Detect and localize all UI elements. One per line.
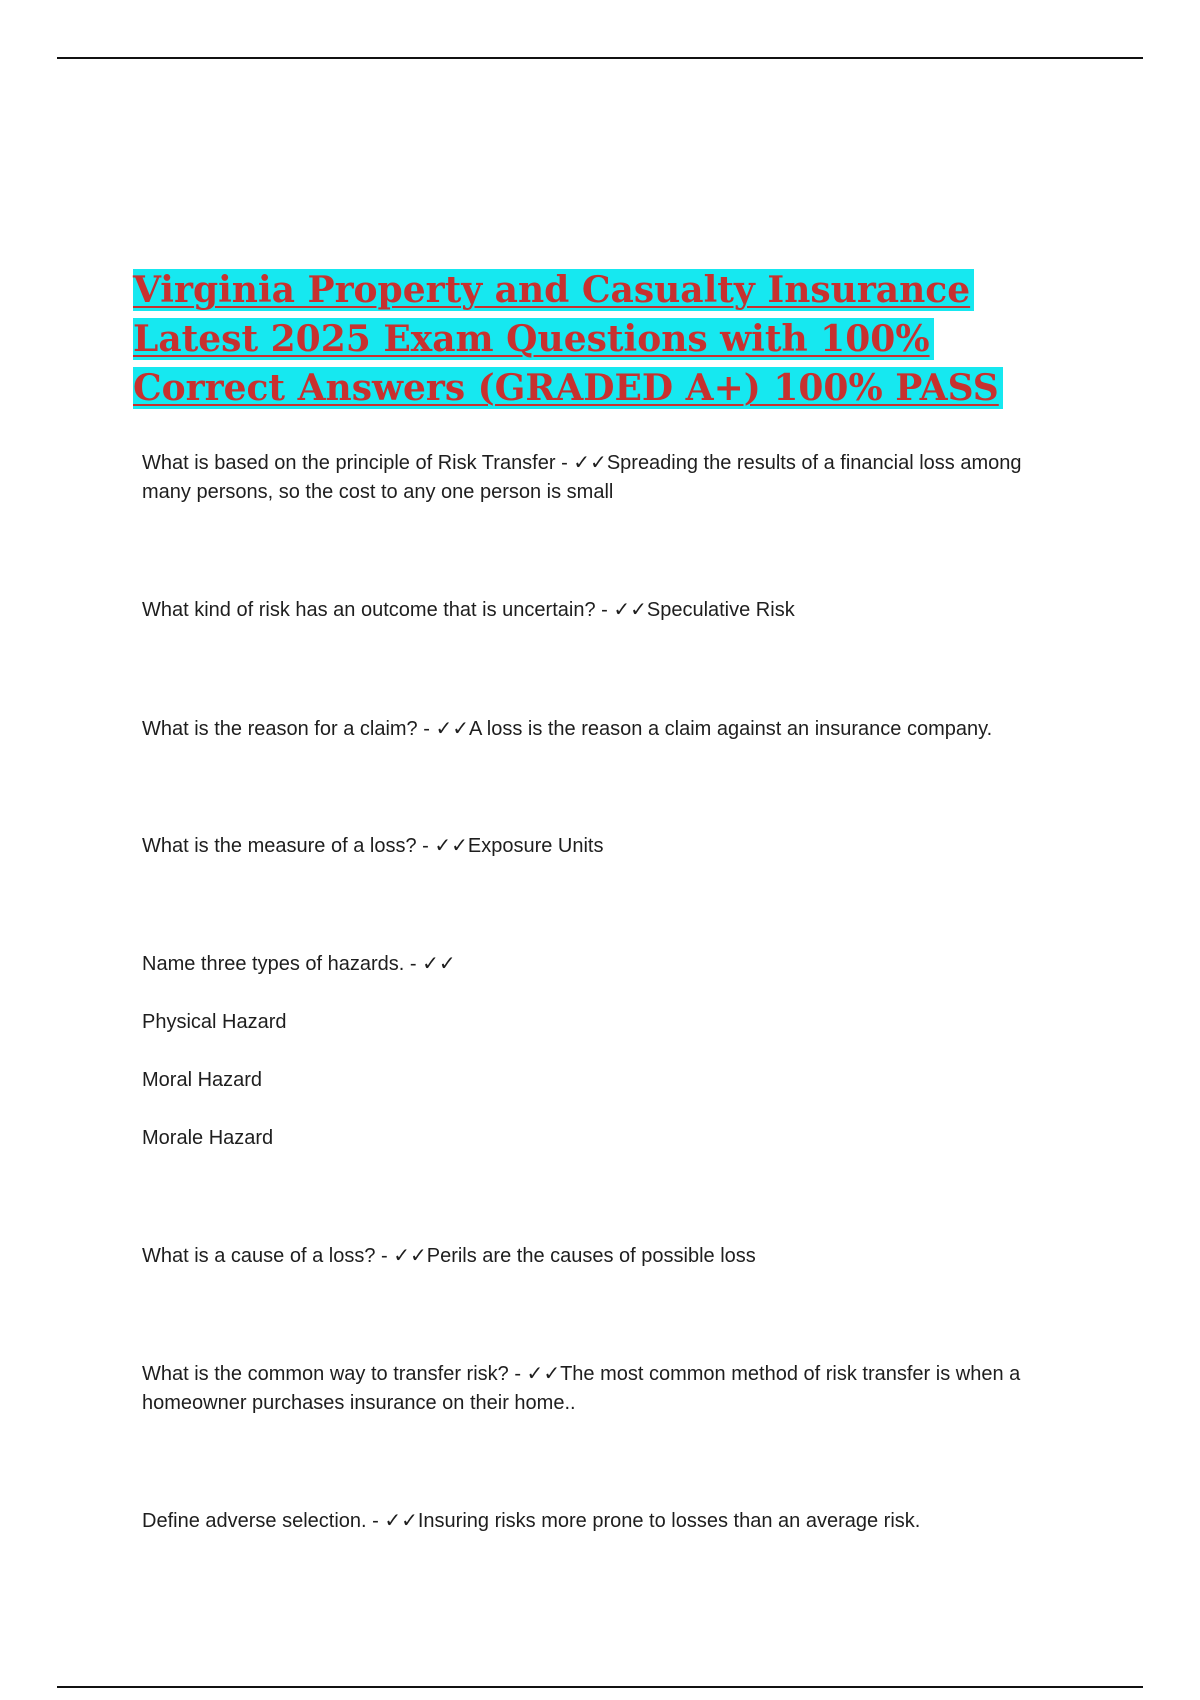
title-line-1: Virginia Property and Casualty Insurance	[133, 269, 974, 311]
qa-cause-of-loss: What is a cause of a loss? - ✓✓Perils are the causes of possible loss	[142, 1245, 756, 1267]
top-rule	[57, 57, 1143, 59]
qa-measure-of-loss: What is the measure of a loss? - ✓✓Exposure Units	[142, 835, 604, 857]
qa-speculative-risk: What kind of risk has an outcome that is uncertain? - ✓✓Speculative Risk	[142, 599, 795, 621]
hazard-item-morale: Morale Hazard	[142, 1127, 274, 1149]
title-line-2: Latest 2025 Exam Questions with 100%	[133, 318, 934, 360]
hazard-item-physical: Physical Hazard	[142, 1011, 287, 1033]
qa-adverse-selection: Define adverse selection. - ✓✓Insuring risks more prone to losses than an average risk.	[142, 1510, 921, 1532]
qa-transfer-risk: What is the common way to transfer risk? - ✓✓The most common method of risk transfer is when a homeowner purchases insurance on their home..	[142, 1363, 1021, 1414]
qa-reason-for-claim: What is the reason for a claim? - ✓✓A loss is the reason a claim against an insurance company.	[142, 718, 993, 740]
qa-types-of-hazards: Name three types of hazards. - ✓✓	[142, 953, 456, 975]
title-line-3: Correct Answers (GRADED A+) 100% PASS	[133, 367, 1003, 409]
document-title	[133, 266, 1003, 413]
bottom-rule	[57, 1686, 1143, 1688]
hazard-item-moral: Moral Hazard	[142, 1069, 263, 1091]
qa-risk-transfer: What is based on the principle of Risk Transfer - ✓✓Spreading the results of a financial loss among many persons, so the cost to any one person is small	[142, 452, 1022, 503]
